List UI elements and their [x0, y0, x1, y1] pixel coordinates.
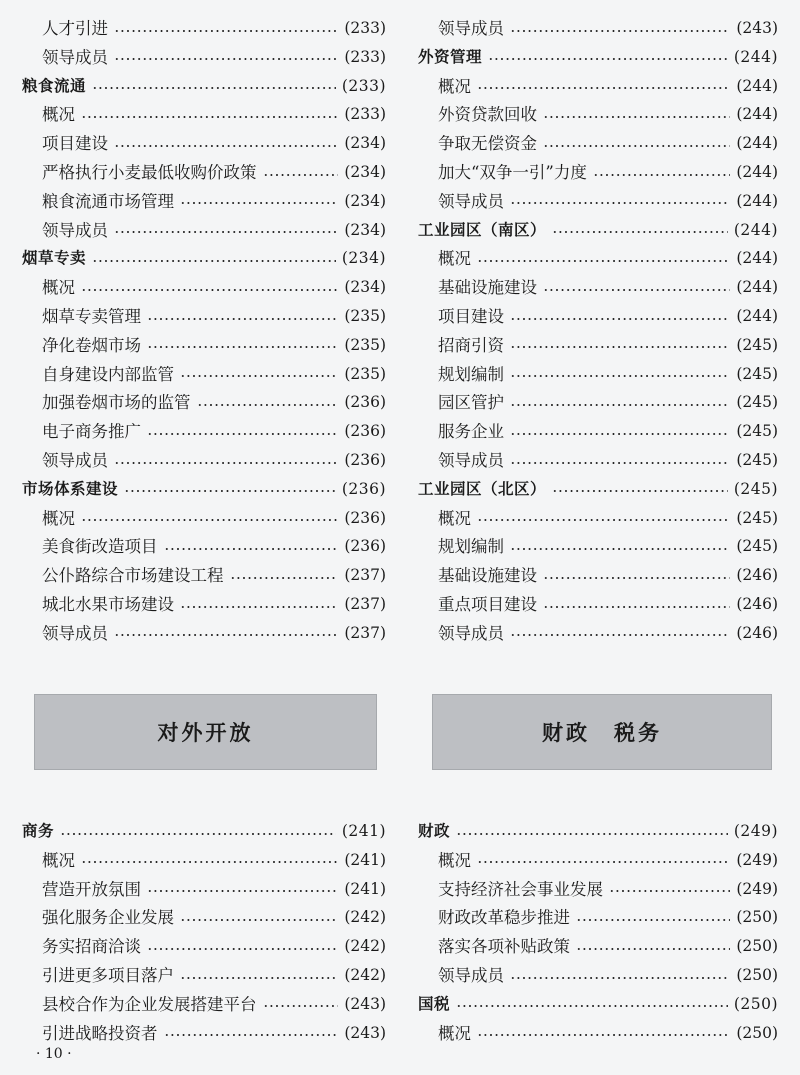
toc-entry-title: 引进战略投资者	[42, 1023, 158, 1043]
toc-page-number: (246)	[736, 566, 778, 585]
toc-entry-title: 净化卷烟市场	[42, 335, 141, 355]
toc-entry	[22, 1019, 386, 1048]
toc-page-number: (244)	[736, 134, 778, 153]
dot-leader	[147, 318, 338, 320]
toc-entry-title: 招商引资	[438, 335, 504, 355]
toc-page-number: (233)	[344, 105, 386, 124]
dot-leader	[552, 490, 728, 492]
dot-leader	[543, 577, 730, 579]
toc-entry-title: 概况	[438, 508, 471, 528]
toc-entry-title: 粮食流通	[22, 76, 87, 95]
toc-page-number: (234)	[341, 249, 386, 268]
toc-entry	[418, 1019, 778, 1048]
toc-entry-title: 基础设施建设	[438, 566, 537, 586]
dot-leader	[543, 116, 730, 118]
toc-entry-title: 概况	[438, 850, 471, 870]
toc-page-number: (236)	[344, 508, 386, 527]
toc-page-number: (234)	[344, 134, 386, 153]
toc-section-heading	[22, 72, 386, 101]
toc-entry-title: 规划编制	[438, 364, 504, 384]
toc-entry-title: 园区管护	[438, 393, 504, 413]
dot-leader	[543, 606, 730, 608]
toc-entry-title: 领导成员	[42, 451, 108, 470]
dot-leader	[510, 404, 730, 406]
toc-entry-title: 领导成员	[438, 19, 504, 38]
toc-page-number: (245)	[736, 537, 778, 556]
dot-leader	[197, 404, 339, 406]
toc-page-number: (233)	[344, 47, 386, 66]
toc-entry-title: 领导成员	[42, 623, 108, 643]
toc-entry	[22, 331, 386, 360]
toc-page-number: (249)	[736, 850, 778, 869]
toc-page-number: (236)	[344, 451, 386, 469]
dot-leader	[114, 231, 338, 233]
toc-entry	[418, 504, 778, 533]
toc-entry-title: 外资管理	[418, 47, 483, 66]
toc-entry	[418, 100, 778, 129]
toc-entry-title: 财政	[418, 822, 451, 840]
toc-section-heading	[418, 216, 778, 245]
toc-entry	[22, 619, 386, 648]
dot-leader	[180, 606, 338, 608]
dot-leader	[114, 634, 338, 636]
dot-leader	[510, 548, 730, 550]
dot-leader	[92, 260, 336, 262]
toc-entry	[22, 43, 386, 72]
toc-page-number: (243)	[344, 1023, 386, 1042]
toc-page-number: (234)	[344, 191, 386, 210]
toc-entry-title: 烟草专卖管理	[42, 307, 141, 326]
toc-entry	[418, 388, 778, 417]
section-banner-opening-up: 对外开放	[34, 694, 377, 770]
toc-entry	[22, 961, 386, 990]
dot-leader	[488, 58, 728, 60]
toc-entry-title: 支持经济社会事业发展	[438, 879, 603, 899]
toc-entry-title: 加大“双争一引”力度	[438, 163, 587, 182]
toc-section-heading	[418, 475, 778, 504]
toc-entry	[418, 590, 778, 619]
dot-leader	[147, 346, 338, 348]
toc-entry-title: 概况	[42, 508, 75, 528]
toc-page-number: (250)	[736, 966, 778, 984]
toc-page-number: (245)	[736, 364, 778, 383]
toc-entry-title: 人才引进	[42, 19, 108, 38]
toc-entry	[22, 273, 386, 302]
toc-page-number: (237)	[344, 566, 386, 585]
toc-page-number: (244)	[736, 105, 778, 124]
toc-entry-title: 外资贷款回收	[438, 105, 537, 125]
toc-entry	[418, 360, 778, 389]
toc-entry-title: 粮食流通市场管理	[42, 191, 174, 211]
toc-entry	[22, 417, 386, 446]
toc-entry-title: 工业园区（南区）	[418, 220, 547, 239]
toc-entry-title: 概况	[42, 278, 75, 298]
toc-page-number: (241)	[344, 879, 386, 898]
dot-leader	[510, 30, 730, 32]
toc-entry	[22, 561, 386, 590]
toc-entry-title: 公仆路综合市场建设工程	[42, 566, 224, 586]
dot-leader	[263, 1005, 339, 1007]
page-number: · 10 ·	[36, 1046, 72, 1062]
dot-leader	[477, 519, 730, 521]
toc-page-number: (236)	[344, 537, 386, 556]
toc-page-number: (250)	[736, 908, 778, 927]
toc-page-number: (242)	[344, 966, 386, 984]
toc-page-number: (243)	[344, 994, 386, 1013]
dot-leader	[81, 116, 338, 118]
toc-entry-title: 烟草专卖	[22, 249, 87, 268]
toc-page-number: (244)	[733, 220, 778, 239]
toc-page-number: (244)	[736, 76, 778, 95]
toc-entry-title: 概况	[438, 1023, 471, 1043]
toc-entry-title: 引进更多项目落户	[42, 966, 174, 985]
dot-leader	[576, 948, 730, 950]
toc-entry-title: 商务	[22, 822, 55, 840]
dot-leader	[477, 861, 730, 863]
toc-entry-title: 电子商务推广	[42, 422, 141, 442]
toc-entry	[418, 273, 778, 302]
toc-page-number: (236)	[344, 393, 386, 412]
toc-page-number: (241)	[344, 850, 386, 869]
toc-entry	[418, 875, 778, 904]
toc-page-number: (235)	[344, 335, 386, 354]
dot-leader	[81, 289, 338, 291]
toc-entry-title: 项目建设	[438, 307, 504, 326]
dot-leader	[477, 260, 730, 262]
toc-entry-title: 基础设施建设	[438, 278, 537, 298]
toc-entry	[418, 72, 778, 101]
toc-page-number: (233)	[344, 19, 386, 37]
toc-entry	[22, 216, 386, 245]
toc-entry-title: 重点项目建设	[438, 595, 537, 614]
toc-entry-title: 县校合作为企业发展搭建平台	[42, 994, 257, 1014]
toc-entry-title: 领导成员	[438, 451, 504, 470]
dot-leader	[576, 919, 730, 921]
toc-entry	[22, 875, 386, 904]
dot-leader	[477, 87, 730, 89]
dot-leader	[456, 1005, 728, 1007]
toc-entry	[418, 903, 778, 932]
dot-leader	[147, 433, 338, 435]
toc-entry-title: 自身建设内部监管	[42, 364, 174, 384]
toc-page-number: (250)	[733, 994, 778, 1013]
toc-entry	[22, 388, 386, 417]
toc-page-number: (245)	[736, 335, 778, 354]
toc-page-number: (250)	[736, 1023, 778, 1042]
toc-entry-title: 概况	[438, 249, 471, 269]
toc-entry-title: 落实各项补贴政策	[438, 937, 570, 957]
toc-entry	[22, 846, 386, 875]
toc-page-number: (234)	[344, 163, 386, 181]
toc-entry	[418, 331, 778, 360]
toc-page-number: (242)	[344, 908, 386, 927]
toc-entry	[22, 532, 386, 561]
toc-page-number: (244)	[736, 307, 778, 325]
toc-page-number: (246)	[736, 595, 778, 613]
toc-page-number: (236)	[341, 479, 386, 498]
toc-entry	[418, 932, 778, 961]
dot-leader	[180, 375, 338, 377]
toc-entry	[418, 961, 778, 990]
toc-page-number: (245)	[733, 479, 778, 498]
dot-leader	[60, 833, 336, 835]
toc-page-number: (241)	[341, 822, 386, 840]
dot-leader	[543, 289, 730, 291]
toc-page-number: (235)	[344, 364, 386, 383]
toc-page-number: (234)	[344, 220, 386, 239]
dot-leader	[477, 1034, 730, 1036]
toc-entry	[418, 302, 778, 331]
toc-page-number: (244)	[736, 278, 778, 297]
toc-page-number: (236)	[344, 422, 386, 441]
dot-leader	[180, 202, 338, 204]
dot-leader	[510, 202, 730, 204]
toc-entry-title: 领导成员	[42, 47, 108, 67]
dot-leader	[593, 174, 730, 176]
toc-entry-title: 领导成员	[438, 191, 504, 211]
toc-entry	[22, 590, 386, 619]
toc-entry-title: 争取无偿资金	[438, 134, 537, 154]
toc-page-number: (249)	[736, 879, 778, 898]
toc-entry	[22, 129, 386, 158]
dot-leader	[609, 890, 730, 892]
dot-leader	[552, 231, 728, 233]
toc-entry-title: 概况	[42, 105, 75, 125]
dot-leader	[114, 462, 338, 464]
toc-entry-title: 规划编制	[438, 537, 504, 557]
toc-entry-title: 城北水果市场建设	[42, 595, 174, 614]
toc-page-number: (245)	[736, 422, 778, 441]
toc-entry-title: 美食街改造项目	[42, 537, 158, 557]
toc-page-number: (242)	[344, 937, 386, 956]
toc-entry-title: 工业园区（北区）	[418, 479, 547, 498]
toc-entry	[22, 932, 386, 961]
toc-entry-title: 务实招商洽谈	[42, 937, 141, 957]
dot-leader	[147, 948, 338, 950]
toc-entry	[22, 360, 386, 389]
toc-entry-title: 领导成员	[42, 220, 108, 240]
dot-leader	[263, 174, 339, 176]
toc-page-number: (237)	[344, 595, 386, 613]
toc-page-number: (243)	[736, 19, 778, 37]
toc-section-heading	[22, 244, 386, 273]
dot-leader	[164, 548, 339, 550]
dot-leader	[92, 87, 336, 89]
toc-entry	[22, 14, 386, 43]
toc-entry	[418, 417, 778, 446]
section-banner-finance-tax: 财政 税务	[432, 694, 772, 770]
dot-leader	[114, 30, 338, 32]
toc-entry	[418, 14, 778, 43]
toc-page-number: (244)	[733, 47, 778, 66]
toc-entry-title: 领导成员	[438, 966, 504, 985]
dot-leader	[456, 833, 728, 835]
toc-page-number: (244)	[736, 191, 778, 210]
dot-leader	[510, 433, 730, 435]
toc-entry	[418, 244, 778, 273]
toc-entry	[22, 990, 386, 1019]
dot-leader	[510, 977, 730, 979]
dot-leader	[230, 577, 339, 579]
toc-entry	[22, 903, 386, 932]
toc-page-number: (245)	[736, 451, 778, 469]
toc-entry	[22, 446, 386, 475]
toc-entry-title: 概况	[42, 850, 75, 870]
toc-page-number: (233)	[341, 76, 386, 95]
toc-page-number: (245)	[736, 393, 778, 412]
toc-page-number: (237)	[344, 623, 386, 642]
dot-leader	[114, 145, 338, 147]
toc-page-number: (244)	[736, 163, 778, 181]
toc-section-heading	[418, 43, 778, 72]
toc-entry	[22, 100, 386, 129]
toc-entry	[418, 619, 778, 648]
toc-entry	[418, 158, 778, 187]
dot-leader	[510, 318, 730, 320]
toc-entry-title: 概况	[438, 76, 471, 96]
toc-page-number: (245)	[736, 508, 778, 527]
dot-leader	[543, 145, 730, 147]
dot-leader	[114, 58, 338, 60]
toc-entry	[22, 158, 386, 187]
toc-entry	[22, 504, 386, 533]
toc-page-number: (235)	[344, 307, 386, 325]
toc-entry-title: 加强卷烟市场的监管	[42, 393, 191, 413]
toc-section-heading	[418, 817, 778, 846]
dot-leader	[81, 861, 338, 863]
toc-page-number: (250)	[736, 937, 778, 956]
toc-entry	[22, 187, 386, 216]
toc-entry	[418, 129, 778, 158]
dot-leader	[180, 977, 338, 979]
dot-leader	[124, 490, 336, 492]
dot-leader	[180, 919, 338, 921]
toc-entry-title: 强化服务企业发展	[42, 908, 174, 928]
toc-entry	[418, 187, 778, 216]
toc-section-heading	[22, 817, 386, 846]
toc-entry	[418, 446, 778, 475]
toc-page-number: (246)	[736, 623, 778, 642]
toc-section-heading	[418, 990, 778, 1019]
toc-entry-title: 项目建设	[42, 134, 108, 154]
toc-page-number: (234)	[344, 278, 386, 297]
toc-section-heading	[22, 475, 386, 504]
dot-leader	[81, 519, 338, 521]
toc-entry-title: 财政改革稳步推进	[438, 908, 570, 928]
dot-leader	[510, 375, 730, 377]
toc-entry-title: 服务企业	[438, 422, 504, 442]
dot-leader	[164, 1034, 339, 1036]
toc-entry-title: 市场体系建设	[22, 479, 119, 498]
toc-entry	[418, 846, 778, 875]
toc-entry	[22, 302, 386, 331]
dot-leader	[510, 462, 730, 464]
toc-page-number: (244)	[736, 249, 778, 268]
toc-entry-title: 领导成员	[438, 623, 504, 643]
toc-entry	[418, 561, 778, 590]
toc-entry	[418, 532, 778, 561]
toc-entry-title: 营造开放氛围	[42, 879, 141, 899]
toc-entry-title: 国税	[418, 994, 451, 1013]
toc-entry-title: 严格执行小麦最低收购价政策	[42, 163, 257, 182]
toc-page-number: (249)	[733, 822, 778, 840]
dot-leader	[510, 634, 730, 636]
dot-leader	[147, 890, 338, 892]
dot-leader	[510, 346, 730, 348]
